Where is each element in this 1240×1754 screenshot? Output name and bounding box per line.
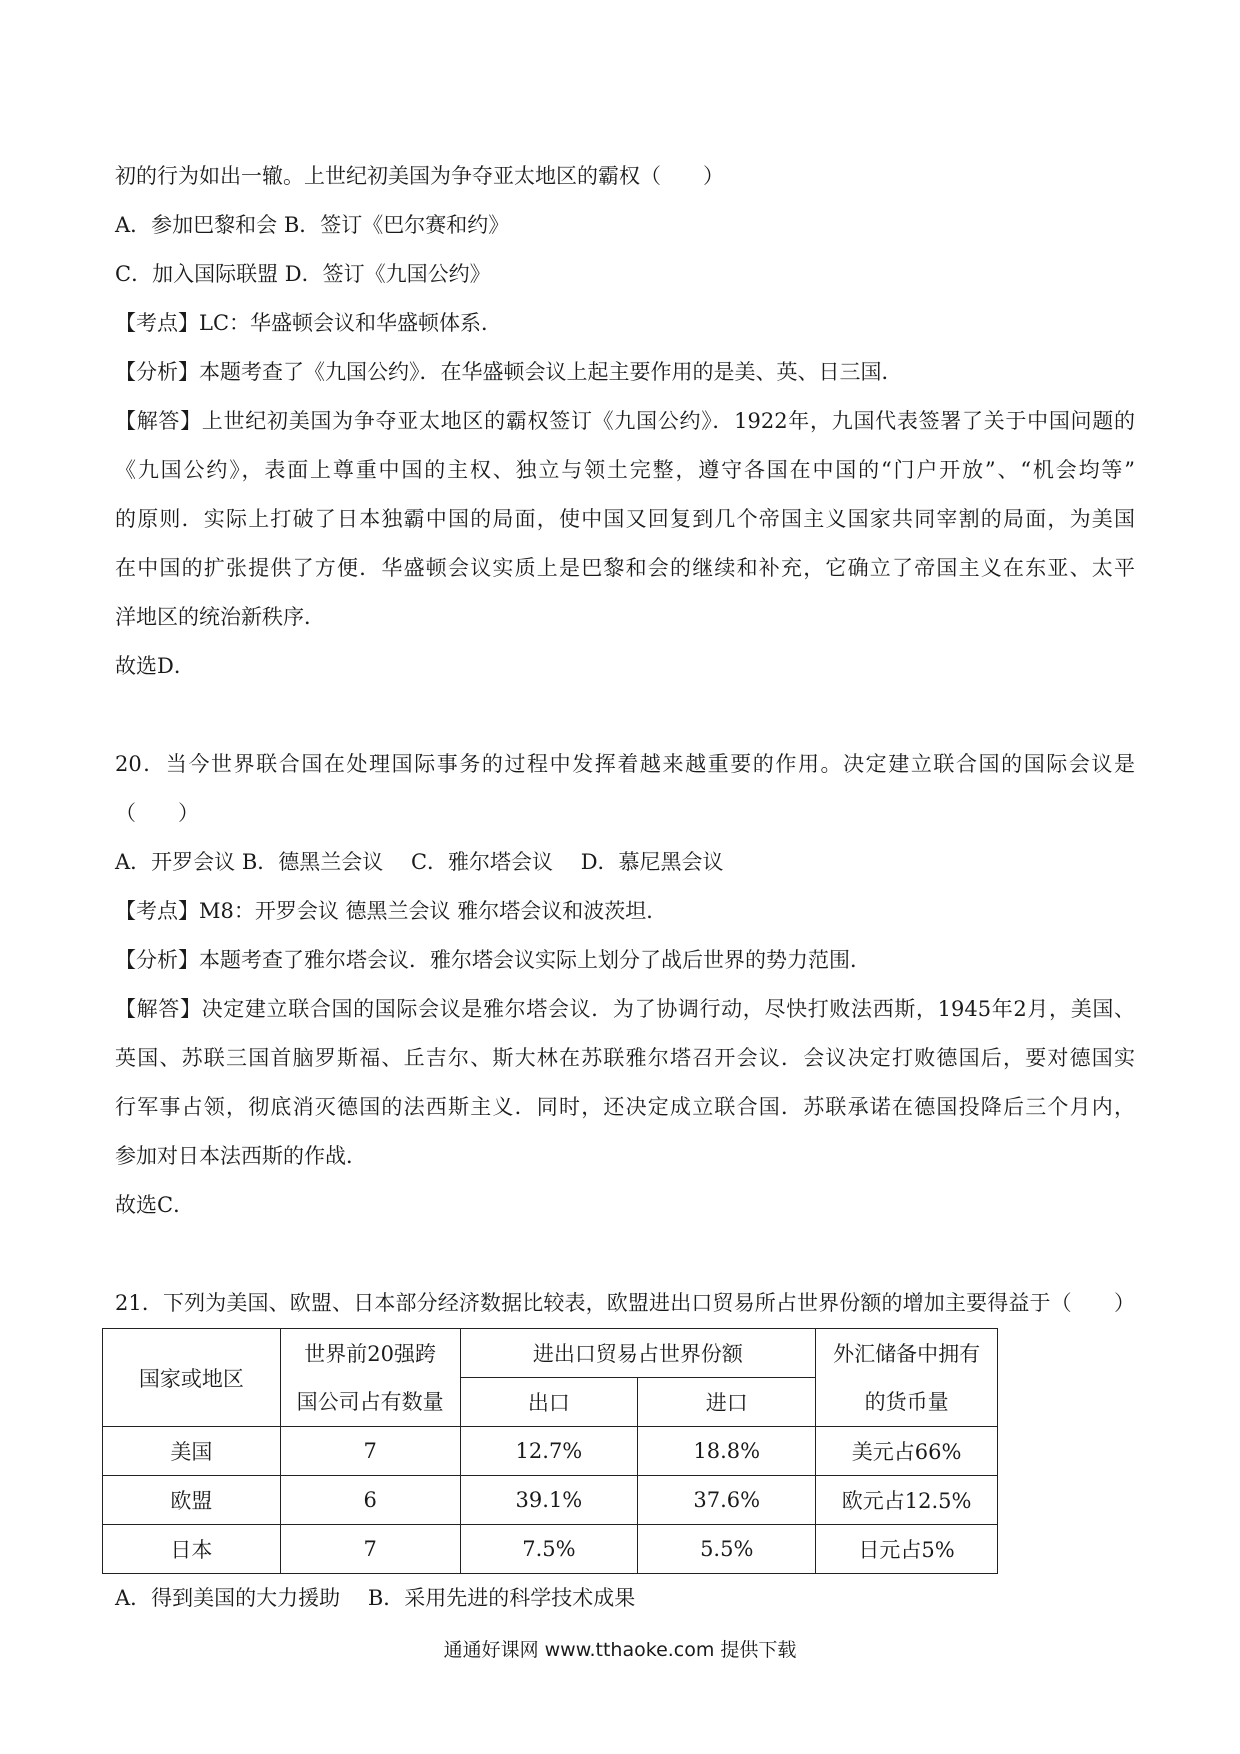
header-reserve-line-2: 的货币量 [864, 1389, 949, 1414]
cell-region: 美国 [103, 1427, 281, 1476]
table-row [103, 1476, 998, 1525]
cell-import: 18.8% [638, 1427, 816, 1476]
q20-stem-line-2: （ ） [115, 801, 199, 825]
q20-fenxi: 【分析】本题考查了雅尔塔会议．雅尔塔会议实际上划分了战后世界的势力范围． [115, 948, 871, 972]
cell-region: 欧盟 [103, 1476, 281, 1525]
q19-kaodian: 【考点】LC：华盛顿会议和华盛顿体系． [115, 311, 503, 335]
q19-jieda-line-1: 【解答】上世纪初美国为争夺亚太地区的霸权签订《九国公约》．1922年，九国代表签署了关于中国问题的 [115, 409, 1135, 433]
q19-stem-tail: 初的行为如出一辙。上世纪初美国为争夺亚太地区的霸权（ ） [115, 164, 724, 188]
header-trade [460, 1329, 816, 1378]
q20-kaodian: 【考点】M8：开罗会议 德黑兰会议 雅尔塔会议和波茨坦． [115, 899, 668, 923]
q19-options-line-2: C．加入国际联盟 D．签订《九国公约》 [115, 262, 491, 286]
q20-options: A．开罗会议 B．德黑兰会议 C．雅尔塔会议 D．慕尼黑会议 [115, 850, 724, 874]
header-trade-label: 进出口贸易占世界份额 [532, 1342, 743, 1366]
cell-region: 日本 [103, 1525, 281, 1574]
q20-jieda-line-1: 【解答】决定建立联合国的国际会议是雅尔塔会议．为了协调行动，尽快打败法西斯，1945年2月，美国、 [115, 997, 1135, 1021]
q21-options: A．得到美国的大力援助 B．采用先进的科学技术成果 [115, 1586, 636, 1610]
header-companies-line-1: 世界前20强跨 [304, 1341, 436, 1366]
header-companies [280, 1329, 460, 1427]
q20-jieda-line-3: 行军事占领，彻底消灭德国的法西斯主义．同时，还决定成立联合国．苏联承诺在德国投降后三个月内， [115, 1095, 1135, 1119]
header-region-label: 国家或地区 [138, 1366, 244, 1391]
cell-export: 7.5% [460, 1525, 638, 1574]
q19-fenxi: 【分析】本题考查了《九国公约》．在华盛顿会议上起主要作用的是美、英、日三国． [115, 360, 903, 384]
header-export: 出口 [460, 1378, 638, 1427]
q20-jieda-line-4: 参加对日本法西斯的作战． [115, 1144, 367, 1168]
header-region [103, 1329, 281, 1427]
q19-jieda-line-2: 《九国公约》，表面上尊重中国的主权、独立与领土完整，遵守各国在中国的“门户开放”、“机会均等” [115, 458, 1135, 482]
cell-reserve: 美元占66% [816, 1427, 998, 1476]
cell-reserve: 日元占5% [816, 1525, 998, 1574]
q19-jieda-line-4: 在中国的扩张提供了方便．华盛顿会议实质上是巴黎和会的继续和补充，它确立了帝国主义在东亚、太平 [115, 556, 1135, 580]
cell-export: 12.7% [460, 1427, 638, 1476]
q19-options-line-1: A．参加巴黎和会 B．签订《巴尔赛和约》 [115, 213, 510, 237]
header-companies-line-2: 国公司占有数量 [296, 1389, 444, 1414]
cell-import: 37.6% [638, 1476, 816, 1525]
cell-import: 5.5% [638, 1525, 816, 1574]
header-reserve [816, 1329, 998, 1427]
q19-answer: 故选D． [115, 654, 195, 678]
table-header-row [103, 1329, 998, 1378]
table-row [103, 1427, 998, 1476]
cell-reserve: 欧元占12.5% [816, 1476, 998, 1525]
q19-jieda-line-3: 的原则．实际上打破了日本独霸中国的局面，使中国又回复到几个帝国主义国家共同宰割的局面，为美国 [115, 507, 1135, 531]
economic-data-table [102, 1328, 998, 1574]
header-import: 进口 [638, 1378, 816, 1427]
q20-answer: 故选C． [115, 1193, 195, 1217]
cell-export: 39.1% [460, 1476, 638, 1525]
cell-companies: 7 [280, 1427, 460, 1476]
cell-companies: 7 [280, 1525, 460, 1574]
page-footer: 通通好课网 www.tthaoke.com 提供下载 [443, 1639, 797, 1661]
q21-stem: 21．下列为美国、欧盟、日本部分经济数据比较表，欧盟进出口贸易所占世界份额的增加主要得益于（ ） [115, 1291, 1135, 1315]
q20-jieda-line-2: 英国、苏联三国首脑罗斯福、丘吉尔、斯大林在苏联雅尔塔召开会议．会议决定打败德国后，要对德国实 [115, 1046, 1135, 1070]
q19-jieda-line-5: 洋地区的统治新秩序． [115, 605, 325, 629]
cell-companies: 6 [280, 1476, 460, 1525]
header-reserve-line-1: 外汇储备中拥有 [833, 1341, 981, 1366]
q20-stem-line-1: 20．当今世界联合国在处理国际事务的过程中发挥着越来越重要的作用。决定建立联合国的国际会议是 [115, 752, 1135, 776]
table-row [103, 1525, 998, 1574]
